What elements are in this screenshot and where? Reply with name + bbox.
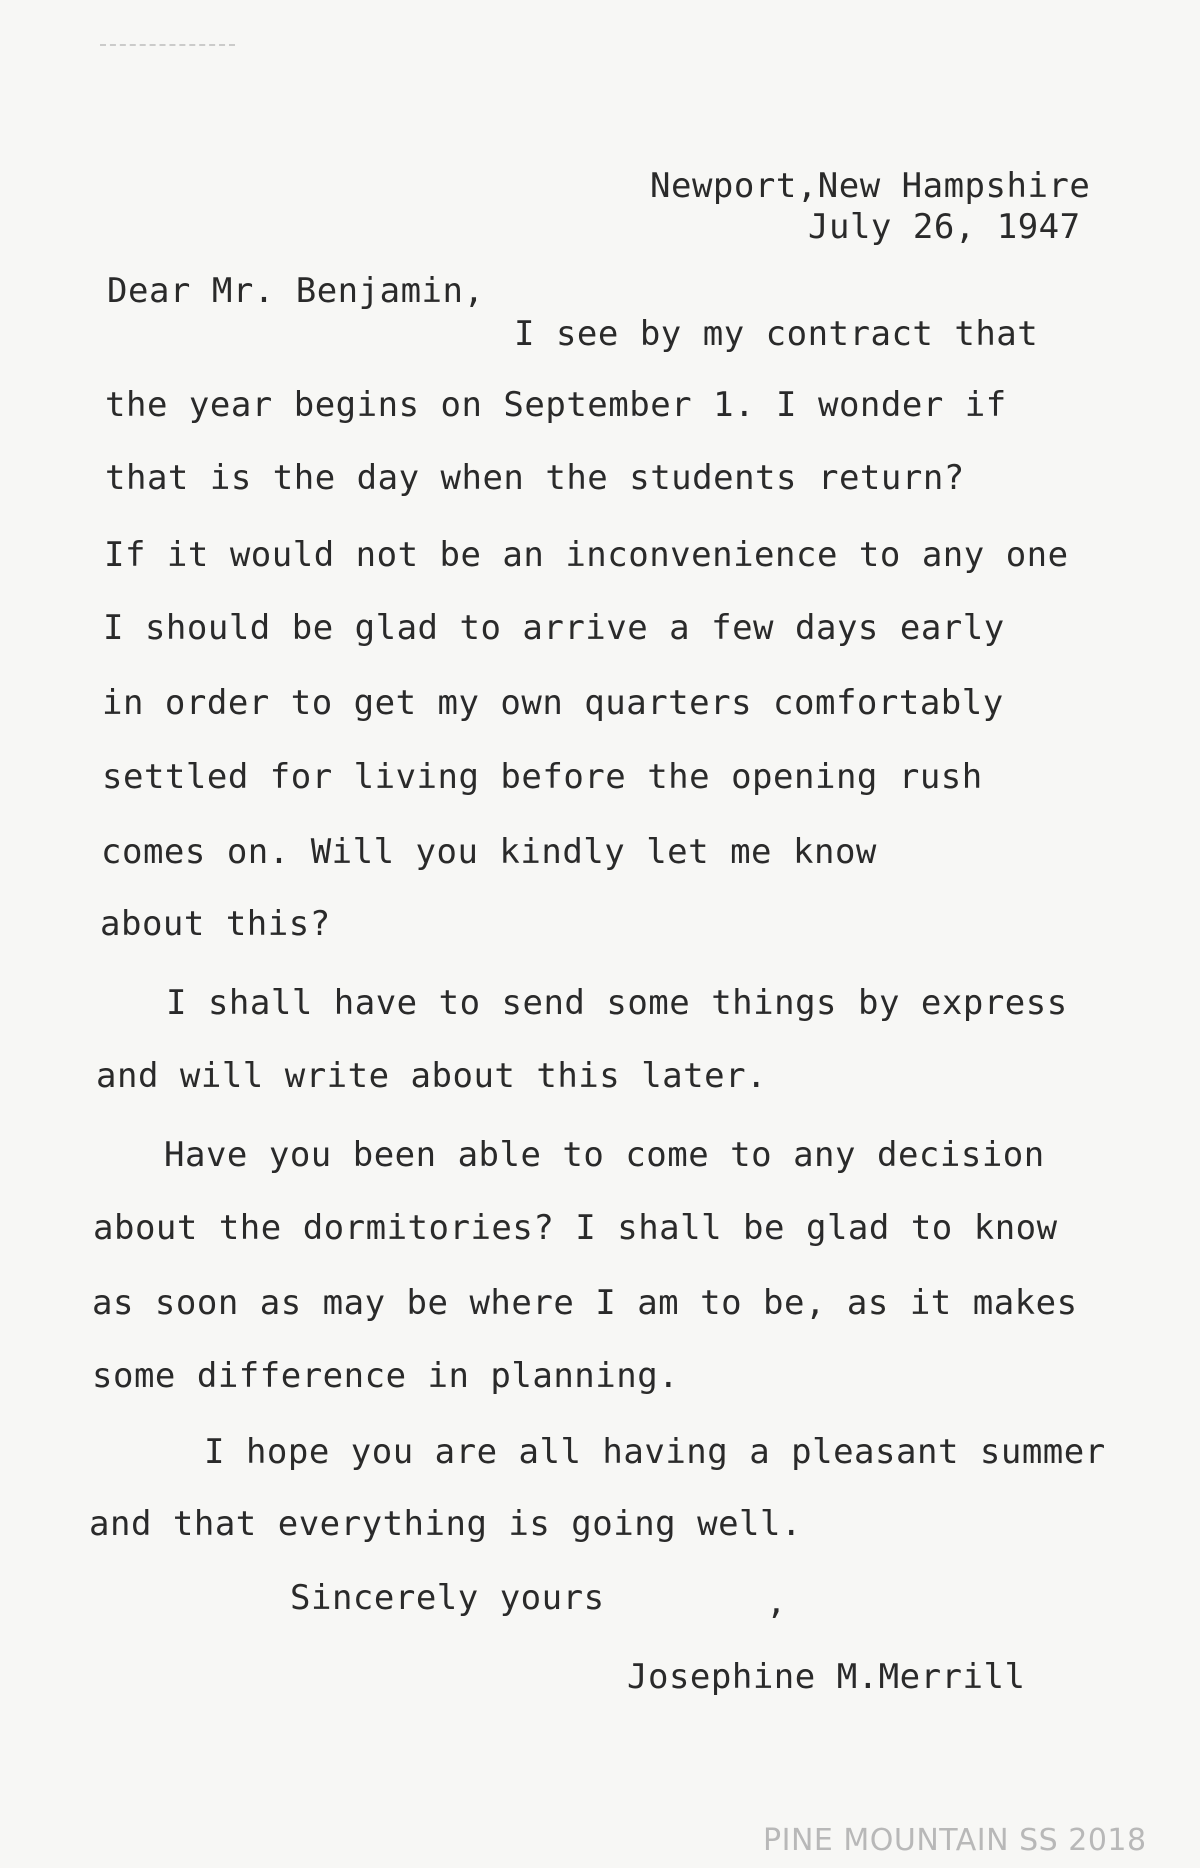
body-line: settled for living before the opening rush xyxy=(102,757,983,797)
body-line: and that everything is going well. xyxy=(89,1504,802,1544)
salutation: Dear Mr. Benjamin, xyxy=(107,271,485,311)
body-line: Have you been able to come to any decision xyxy=(164,1135,1045,1175)
body-line: about the dormitories? I shall be glad to know xyxy=(93,1208,1058,1248)
ink-smudge xyxy=(100,44,235,50)
body-line: I shall have to send some things by express xyxy=(166,983,1068,1023)
body-line: and will write about this later. xyxy=(96,1056,768,1096)
body-line: the year begins on September 1. I wonder if xyxy=(105,385,1007,425)
body-line: If it would not be an inconvenience to any one xyxy=(104,535,1069,575)
letter-date: July 26, 1947 xyxy=(808,207,1081,247)
signature: Josephine M.Merrill xyxy=(627,1657,1026,1697)
body-line: as soon as may be where I am to be, as it makes xyxy=(92,1283,1078,1323)
body-line: in order to get my own quarters comfortably xyxy=(102,683,1004,723)
closing: Sincerely yours xyxy=(290,1578,605,1618)
body-line: I hope you are all having a pleasant summer xyxy=(204,1432,1106,1472)
letter-place: Newport,New Hampshire xyxy=(650,166,1091,206)
watermark: PINE MOUNTAIN SS 2018 xyxy=(763,1823,1147,1858)
body-line: some difference in planning. xyxy=(92,1356,680,1396)
closing-mark: , xyxy=(766,1582,787,1622)
body-line: comes on. Will you kindly let me know xyxy=(101,832,877,872)
body-line: that is the day when the students return? xyxy=(105,458,965,498)
body-line: I should be glad to arrive a few days early xyxy=(103,608,1005,648)
body-line: I see by my contract that xyxy=(514,314,1039,354)
body-line: about this? xyxy=(100,904,331,944)
